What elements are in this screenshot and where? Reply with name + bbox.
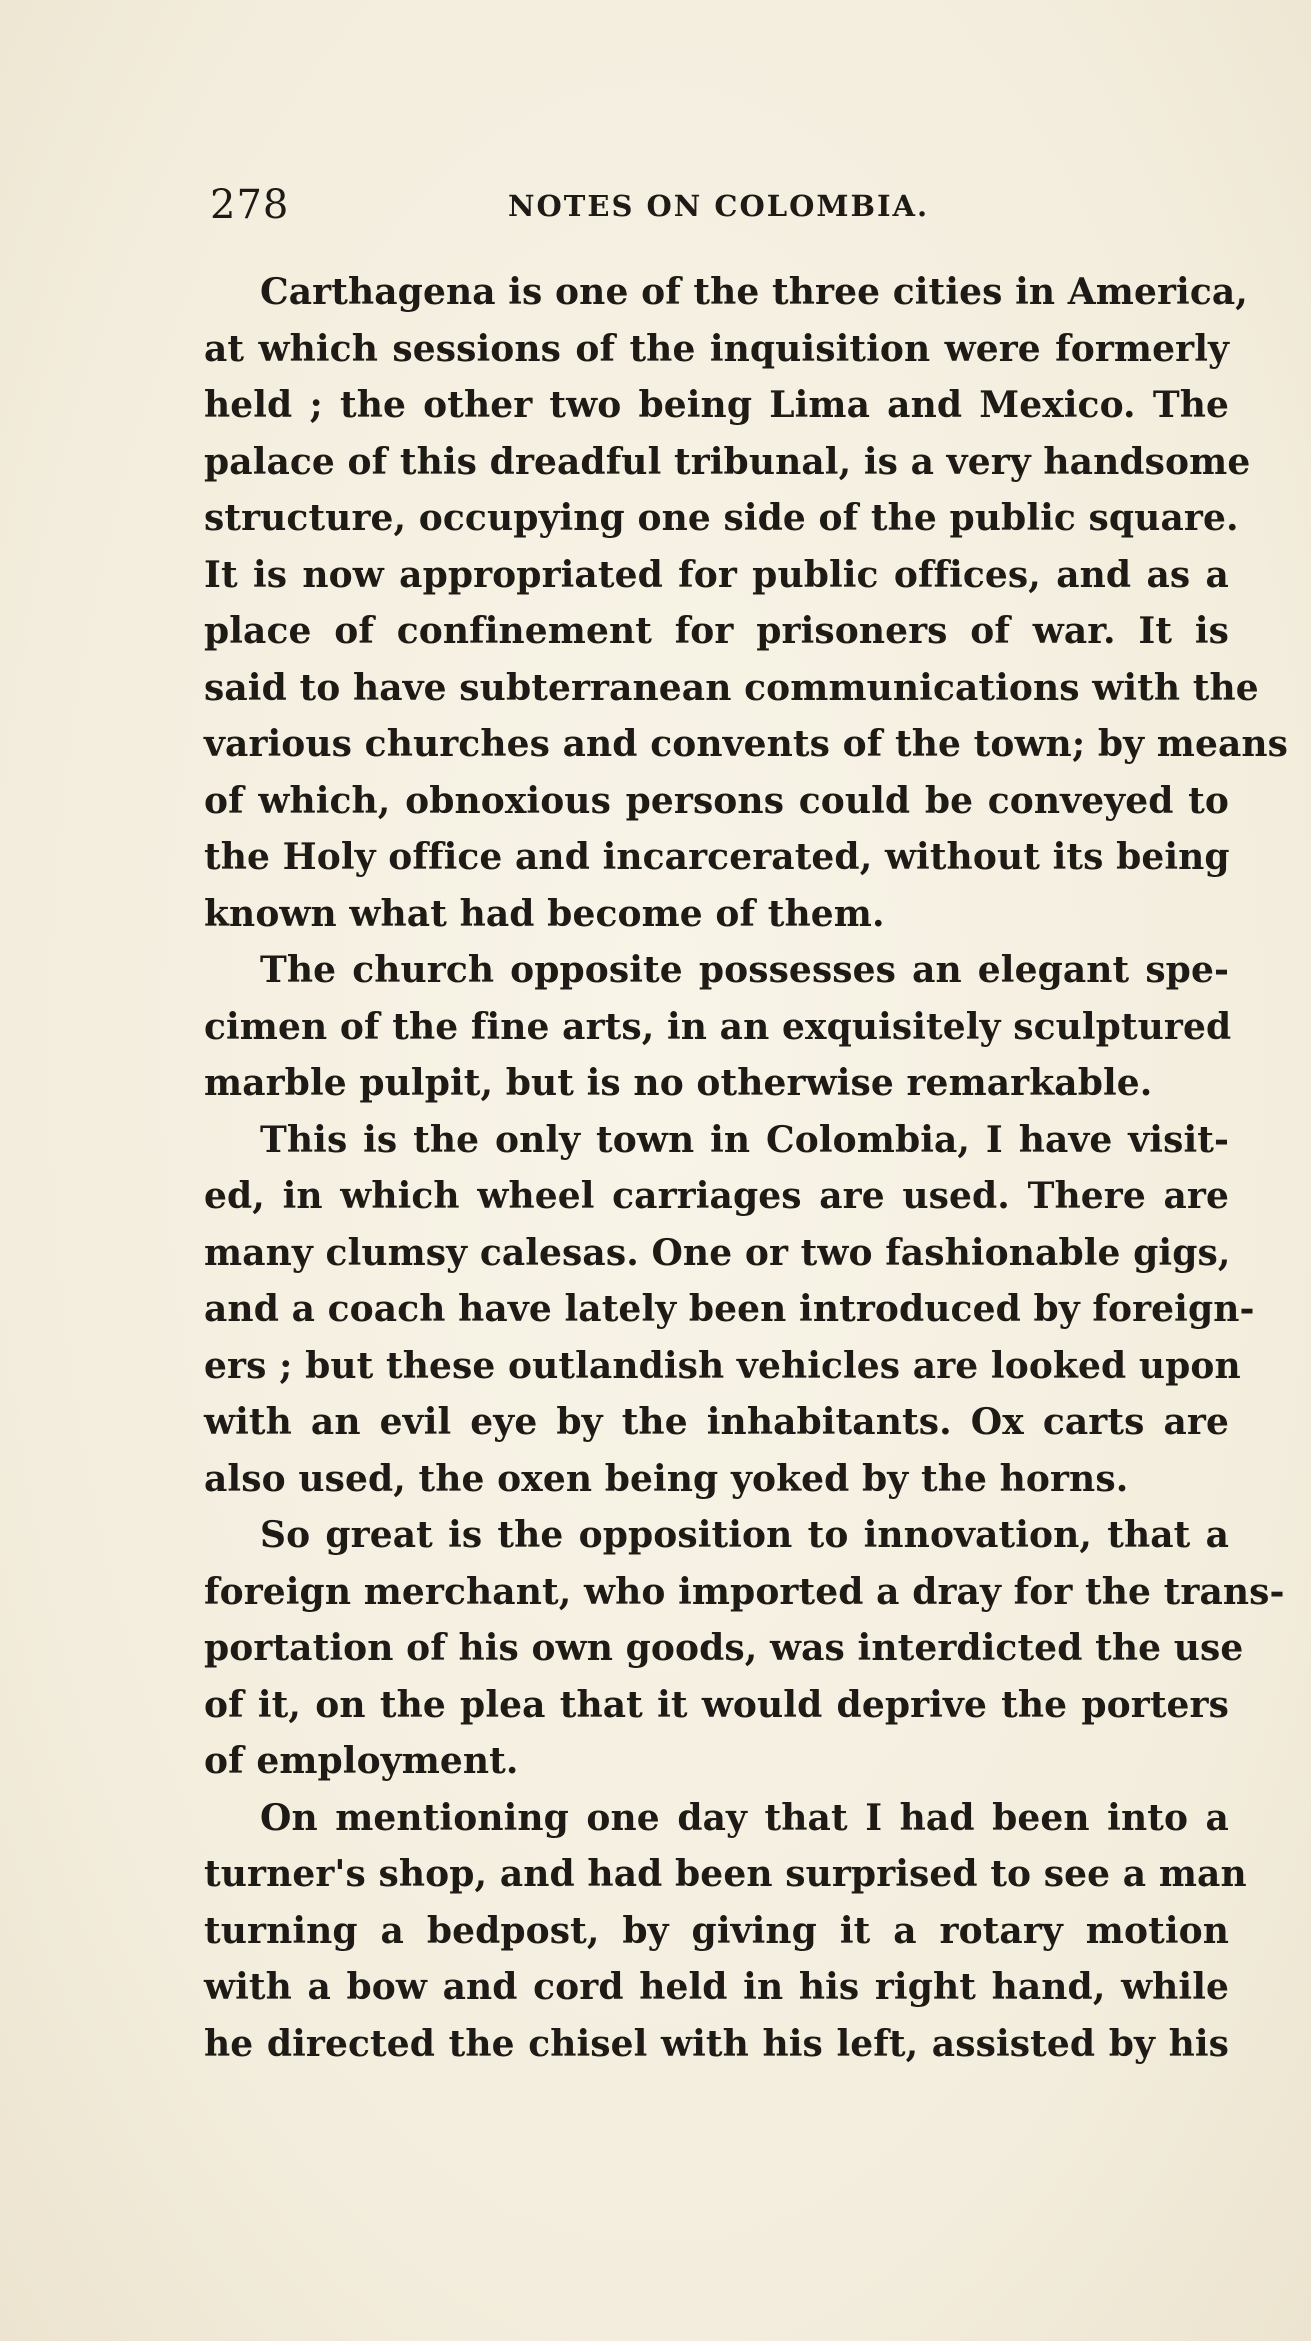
text-line: The church opposite possesses an elegant spe- (260, 949, 1229, 991)
text-line: and a coach have lately been introduced by foreign- (204, 1288, 1255, 1330)
text-line: many clumsy calesas. One or two fashionable gigs, (204, 1231, 1231, 1274)
text-line: of which, obnoxious persons could be conveyed to (204, 779, 1229, 822)
text-line: also used, the oxen being yoked by the horns. (204, 1457, 1129, 1500)
text-line: ers ; but these outlandish vehicles are looked upon (204, 1344, 1241, 1387)
text-line: held ; the other two being Lima and Mexico. The (204, 384, 1229, 426)
text-line: turning a bedpost, by giving it a rotary motion (204, 1909, 1229, 1952)
text-line: with an evil eye by the inhabitants. Ox carts are (204, 1401, 1229, 1443)
text-line: the Holy office and incarcerated, without its being (204, 836, 1230, 878)
text-line: It is now appropriated for public offices, and as a (204, 553, 1229, 596)
text-line: various churches and convents of the town; by means (204, 723, 1289, 765)
text-line: place of confinement for prisoners of war. It is (204, 610, 1229, 652)
page-number: 278 (210, 182, 290, 228)
text-line: Carthagena is one of the three cities in America, (260, 271, 1248, 313)
text-line: said to have subterranean communications with the (204, 666, 1259, 709)
text-line: with a bow and cord held in his right hand, while (204, 1966, 1229, 2008)
running-title: NOTES ON COLOMBIA. (508, 189, 930, 223)
text-line: cimen of the fine arts, in an exquisitely sculptured (204, 1005, 1232, 1048)
text-line: marble pulpit, but is no otherwise remarkable. (204, 1062, 1153, 1104)
body-text (204, 264, 1289, 2072)
text-line: of employment. (204, 1740, 519, 1782)
text-line: ed, in which wheel carriages are used. There are (204, 1175, 1229, 1217)
text-line: at which sessions of the inquisition were formerly (204, 327, 1229, 370)
text-line: foreign merchant, who imported a dray for the trans- (204, 1570, 1285, 1613)
text-line: portation of his own goods, was interdicted the use (204, 1627, 1244, 1669)
text-line: On mentioning one day that I had been into a (260, 1796, 1229, 1839)
text-line: So great is the opposition to innovation, that a (260, 1514, 1229, 1556)
running-head (210, 180, 1110, 230)
text-line: This is the only town in Colombia, I have visit- (260, 1118, 1229, 1161)
text-line: he directed the chisel with his left, assisted by his (204, 2022, 1229, 2065)
text-line: of it, on the plea that it would deprive the porters (204, 1683, 1229, 1726)
text-line: known what had become of them. (204, 892, 885, 935)
text-line: structure, occupying one side of the public square. (204, 497, 1239, 539)
text-line: turner's shop, and had been surprised to see a man (204, 1853, 1247, 1895)
text-line: palace of this dreadful tribunal, is a very handsome (204, 440, 1251, 483)
